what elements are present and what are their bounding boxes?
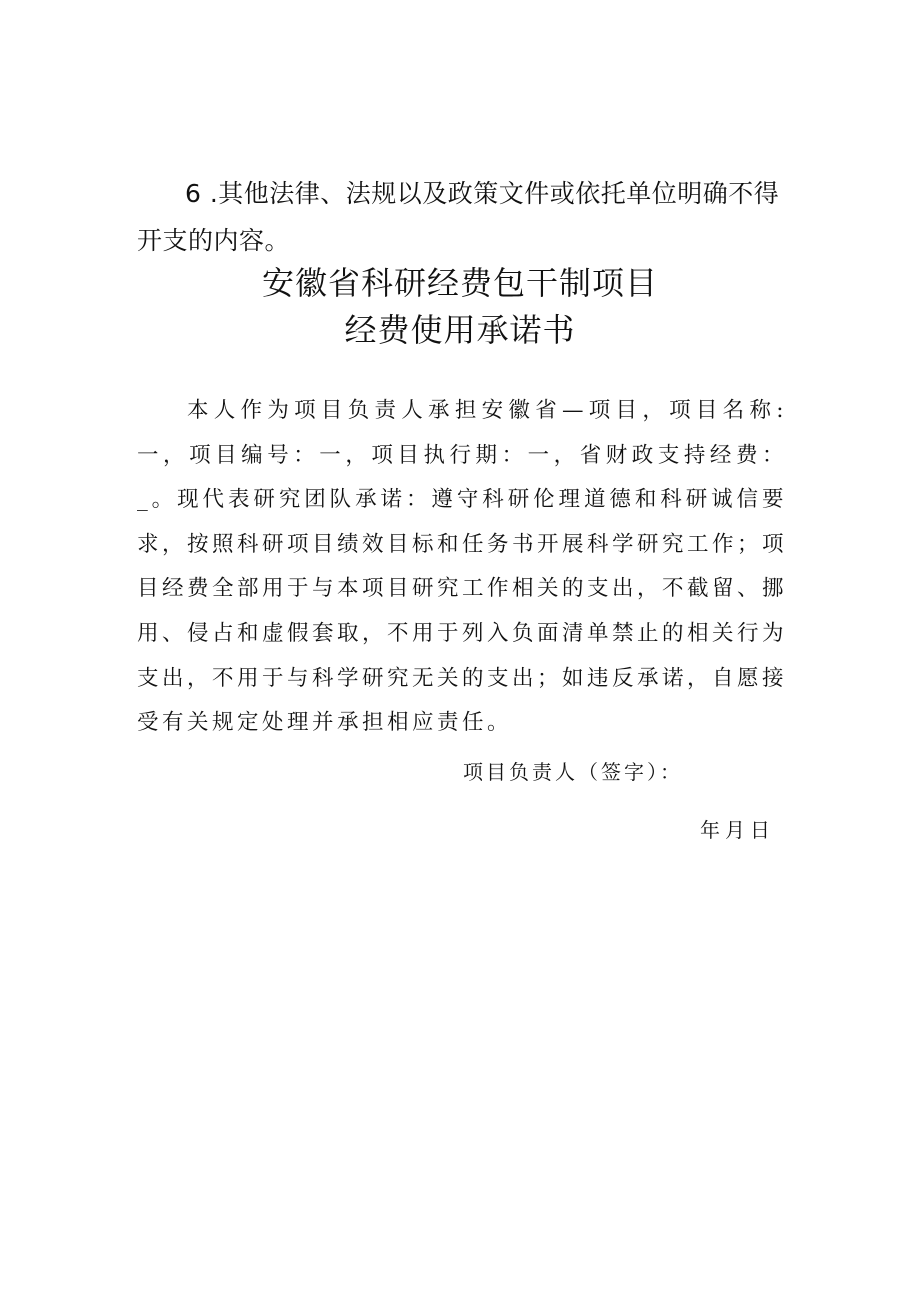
commitment-paragraph: 本人作为项目负责人承担安徽省—项目，项目名称:一，项目编号：一，项目执行期：一，省财政支持经费：_。现代表研究团队承诺：遵守科研伦理道德和科研诚信要求，按照科研项目绩效目标和任务书开展科学研究工作；项目经费全部用于与本项目研究工作相关的支出，不截留、挪用、侵占和虚假套取，不用于列入负面清单禁止的相关行为支出，不用于与科学研究无关的支出；如违反承诺，自愿接受有关规定处理并承担相应责任。 xyxy=(137,398,788,736)
document-title-line-2: 经费使用承诺书 xyxy=(344,311,576,349)
previous-list-item: 6 .其他法律、法规以及政策文件或依托单位明确不得开支的内容。 xyxy=(137,179,780,255)
document-title-line-1: 安徽省科研经费包干制项目 xyxy=(261,264,658,302)
signature-label: 项目负责人（签字）： xyxy=(463,760,683,784)
date-label: 年月日 xyxy=(700,818,775,842)
